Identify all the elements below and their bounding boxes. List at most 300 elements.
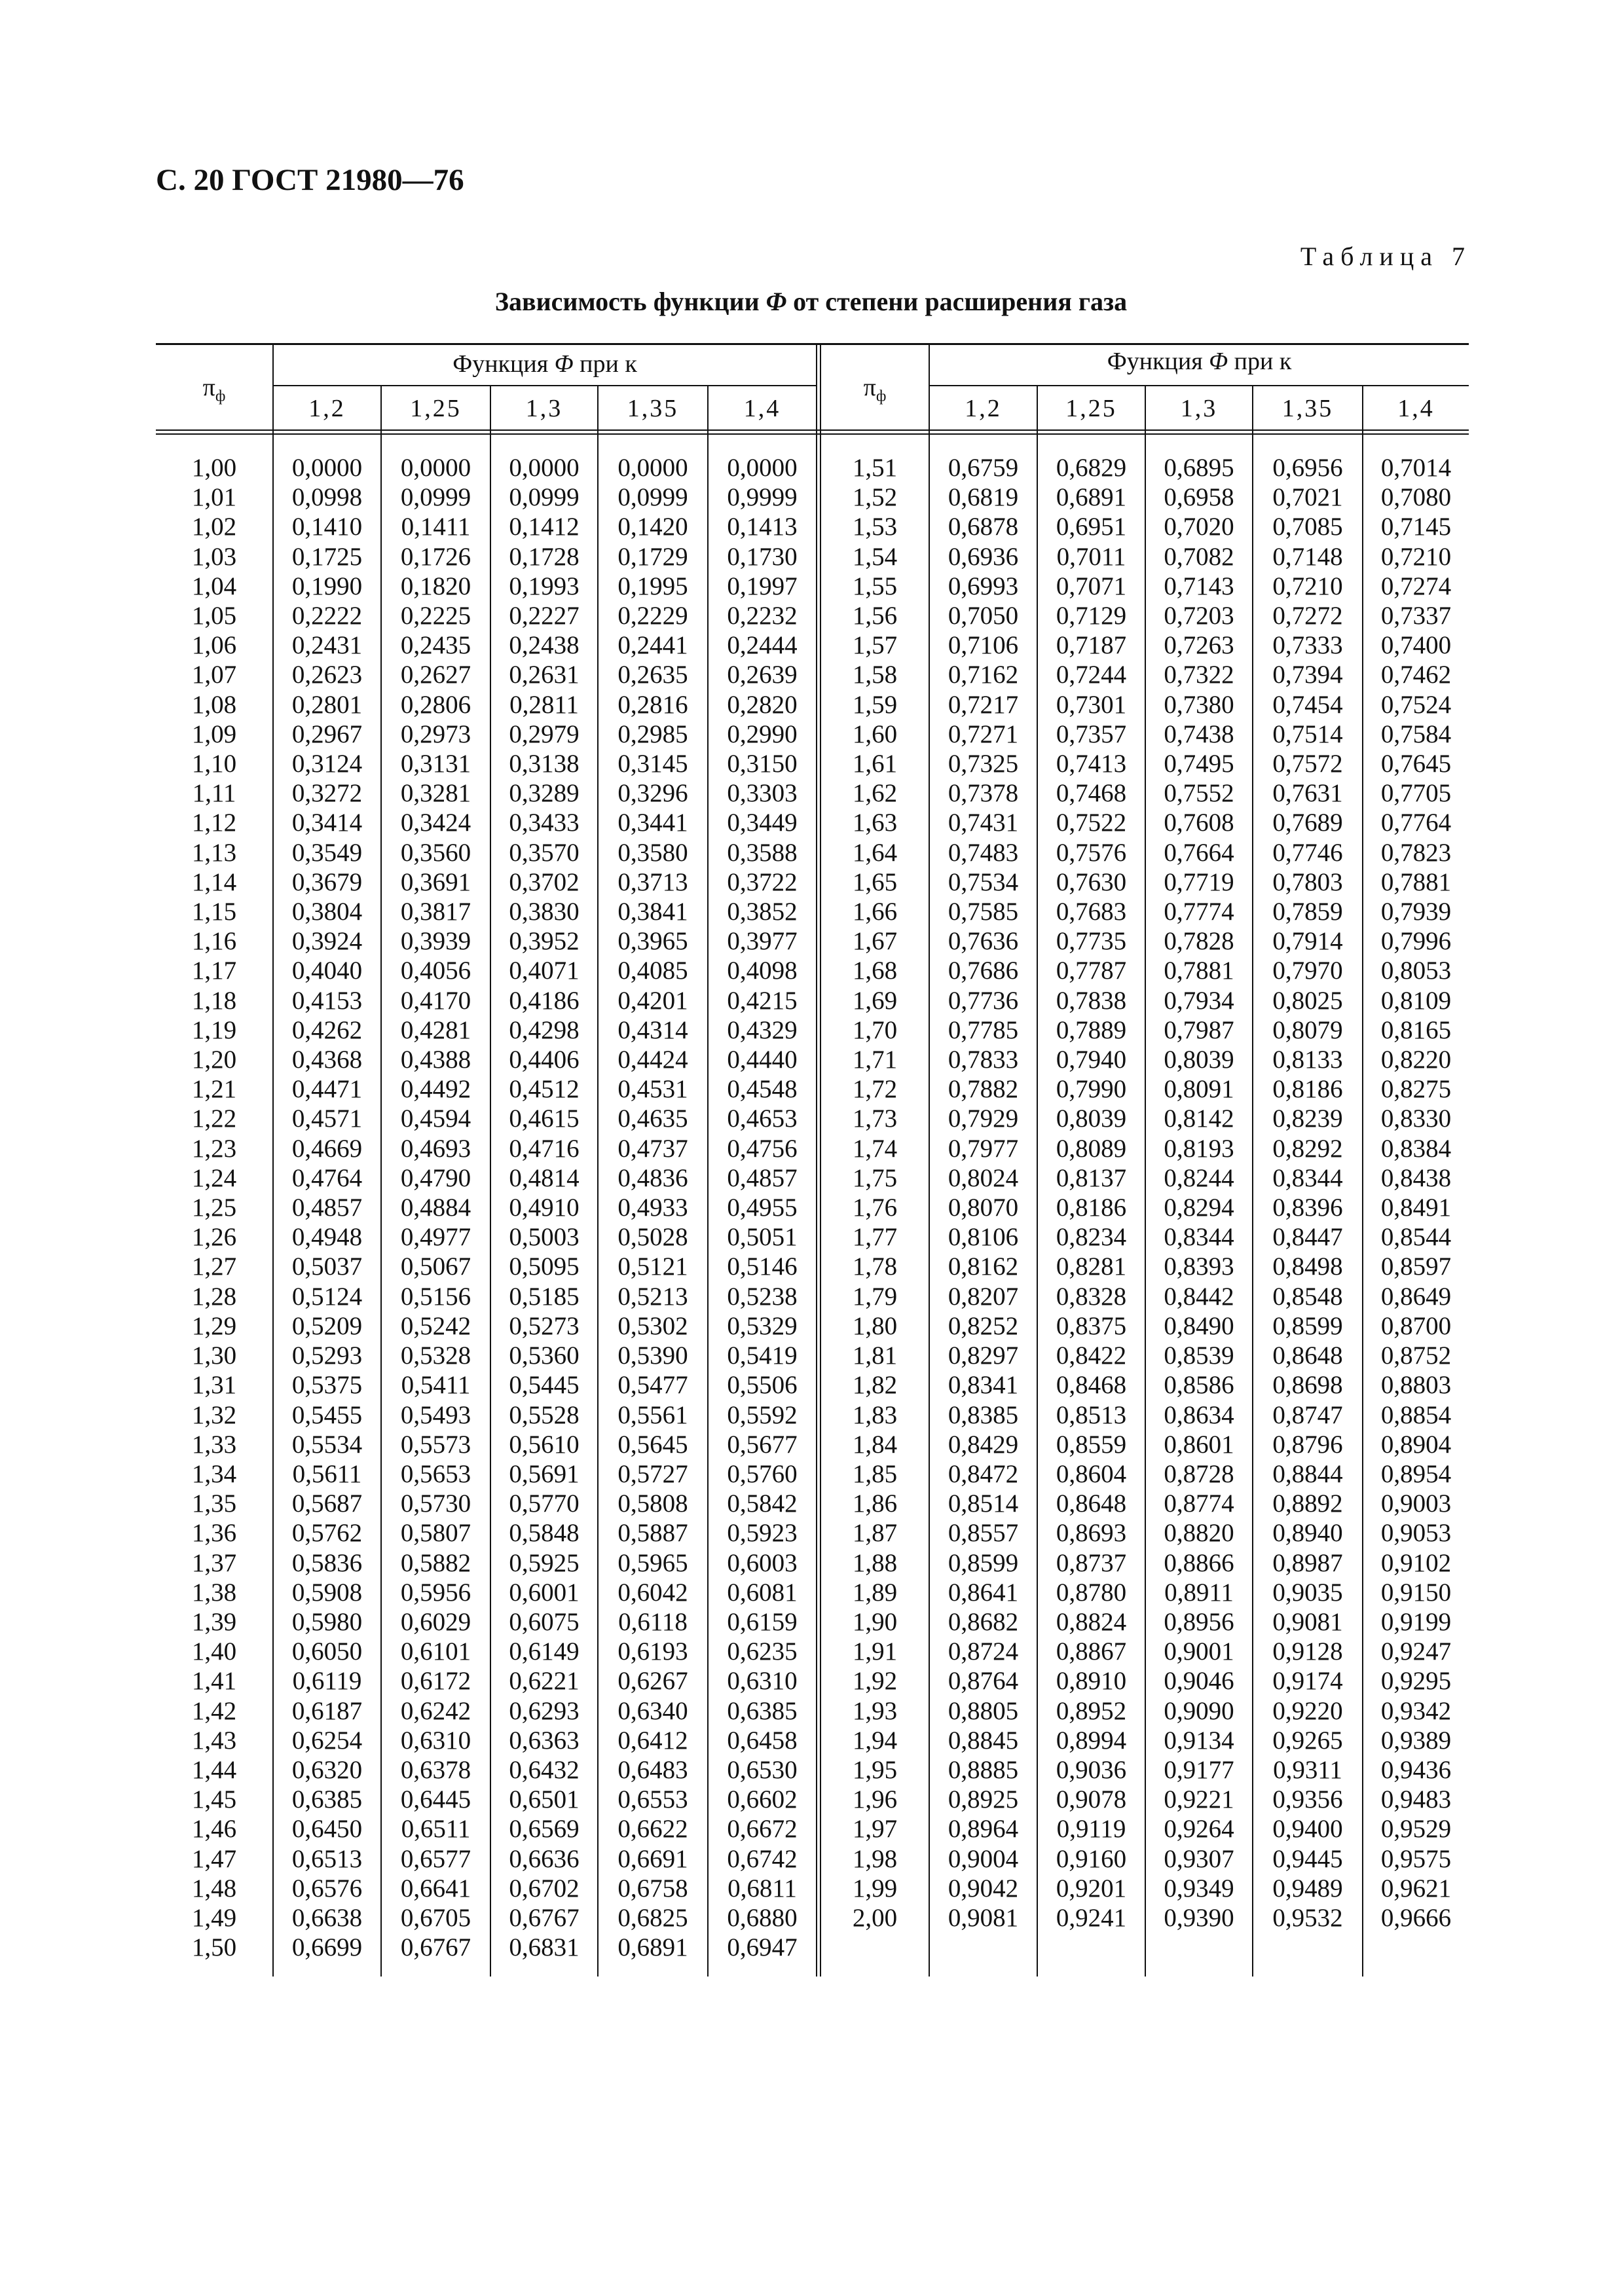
- table-cell: 0,9102: [1380, 1548, 1452, 1577]
- table-cell: 0,6569: [509, 1815, 580, 1844]
- table-cell: 0,8142: [1164, 1104, 1234, 1133]
- table-cell: 1,07: [191, 661, 237, 689]
- table-cell: 0,6254: [291, 1726, 363, 1755]
- table-cell: 0,8106: [948, 1223, 1019, 1252]
- table-cell: 0,6320: [291, 1755, 363, 1784]
- table-cell: 0,7996: [1380, 927, 1452, 956]
- table-cell: 0,6811: [728, 1874, 797, 1903]
- table-cell: 0,7011: [1056, 542, 1126, 571]
- table-cell: 0,9174: [1272, 1667, 1343, 1696]
- table-cell: 0,8599: [948, 1548, 1019, 1577]
- table-cell: 0,9201: [1056, 1874, 1127, 1903]
- phi-column-left-k1-35: [599, 453, 707, 1962]
- table-cell: 0,8987: [1272, 1548, 1343, 1577]
- function-header-left: [274, 350, 816, 378]
- table-cell: 0,9004: [948, 1844, 1019, 1873]
- table-cell: 0,3952: [509, 927, 580, 956]
- table-cell: 0,2635: [617, 661, 688, 689]
- table-cell: 0,2811: [509, 690, 579, 719]
- table-cell: 1,63: [852, 809, 898, 837]
- table-cell: 0,6050: [291, 1637, 363, 1666]
- table-cell: 1,84: [852, 1430, 898, 1459]
- table-cell: 0,3965: [617, 927, 688, 956]
- table-cell: 1,46: [191, 1815, 237, 1844]
- table-cell: 1,33: [191, 1430, 237, 1459]
- table-cell: 0,4186: [509, 986, 580, 1015]
- table-cell: 0,8422: [1056, 1341, 1127, 1370]
- table-cell: 0,9356: [1272, 1785, 1343, 1814]
- table-cell: 1,15: [191, 898, 237, 926]
- table-cell: 0,7014: [1380, 454, 1452, 482]
- table-cell: 0,5293: [291, 1341, 363, 1370]
- table-cell: 0,4955: [727, 1194, 798, 1222]
- table-cell: 0,8820: [1164, 1519, 1234, 1548]
- table-cell: 0,7719: [1164, 867, 1234, 896]
- table-cell: 0,5329: [727, 1311, 798, 1340]
- table-cell: 0,6385: [291, 1785, 363, 1814]
- table-cell: 0,4716: [509, 1134, 580, 1163]
- table-cell: 0,4406: [509, 1046, 580, 1074]
- table-cell: 0,4790: [400, 1163, 471, 1192]
- table-cell: 0,1729: [617, 542, 688, 571]
- table-cell: 0,8186: [1272, 1075, 1343, 1104]
- table-cell: 1,35: [191, 1489, 237, 1518]
- table-cell: 0,6310: [727, 1667, 798, 1696]
- table-cell: 0,8641: [948, 1578, 1019, 1607]
- table-cell: 0,5445: [509, 1371, 580, 1400]
- table-cell: 0,4948: [291, 1223, 363, 1252]
- table-cell: 0,6385: [727, 1696, 798, 1725]
- table-cell: 0,1410: [291, 513, 363, 541]
- table-cell: 0,6187: [291, 1696, 363, 1725]
- table-cell: 0,5506: [727, 1371, 798, 1400]
- table-number: Таблица 7: [1300, 242, 1471, 271]
- table-cell: 1,06: [191, 631, 237, 660]
- table-cell: 0,3281: [400, 779, 471, 808]
- table-cell: 0,7263: [1164, 631, 1234, 660]
- table-cell: 2,00: [852, 1903, 898, 1932]
- left-subheader-rule: [274, 385, 817, 386]
- table-cell: 1,49: [191, 1903, 237, 1932]
- table-cell: 1,77: [852, 1223, 898, 1252]
- table-cell: 0,0998: [291, 483, 363, 512]
- table-cell: 0,6641: [400, 1874, 471, 1903]
- table-cell: 0,5185: [509, 1282, 580, 1311]
- table-cell: 0,8234: [1056, 1223, 1127, 1252]
- table-cell: 0,4368: [291, 1046, 363, 1074]
- table-cell: 0,3138: [509, 750, 580, 778]
- pi-header-left: [156, 373, 272, 406]
- table-title-before: Зависимость функции: [494, 287, 760, 316]
- table-cell: 0,0000: [727, 454, 798, 482]
- table-cell: 0,8442: [1164, 1282, 1234, 1311]
- table-cell: 0,4910: [509, 1194, 580, 1222]
- table-cell: 0,9221: [1164, 1785, 1234, 1814]
- table-cell: 0,8186: [1056, 1194, 1127, 1222]
- table-cell: 0,7664: [1164, 838, 1234, 867]
- table-cell: 0,7244: [1056, 661, 1127, 689]
- table-cell: 0,2227: [509, 602, 580, 630]
- table-cell: 0,7970: [1272, 957, 1343, 985]
- table-cell: 0,6672: [727, 1815, 798, 1844]
- table-cell: 0,9295: [1380, 1667, 1452, 1696]
- table-cell: 0,6895: [1164, 454, 1234, 482]
- table-cell: 1,10: [191, 750, 237, 778]
- table-cell: 0,8648: [1272, 1341, 1343, 1370]
- table-cell: 0,9489: [1272, 1874, 1343, 1903]
- table-cell: 0,8375: [1056, 1311, 1127, 1340]
- table-cell: 0,7705: [1380, 779, 1452, 808]
- table-cell: 0,5887: [617, 1519, 688, 1548]
- table-cell: 0,5242: [400, 1311, 471, 1340]
- table-cell: 1,08: [191, 690, 237, 719]
- table-cell: 0,3977: [727, 927, 798, 956]
- table-cell: 0,2222: [291, 602, 363, 630]
- table-cell: 0,5238: [727, 1282, 798, 1311]
- table-cell: 1,02: [191, 513, 237, 541]
- table-cell: 0,8728: [1164, 1459, 1234, 1488]
- table-cell: 0,7572: [1272, 750, 1343, 778]
- table-cell: 0,8548: [1272, 1282, 1343, 1311]
- table-cell: 0,8514: [948, 1489, 1019, 1518]
- table-cell: 1,54: [852, 542, 898, 571]
- table-cell: 0,7929: [948, 1104, 1019, 1133]
- table-cell: 0,4571: [291, 1104, 363, 1133]
- table-cell: 0,8468: [1056, 1371, 1127, 1400]
- table-cell: 0,7859: [1272, 898, 1343, 926]
- table-cell: 0,8220: [1380, 1046, 1452, 1074]
- pi-column-right: [821, 453, 929, 1933]
- table-cell: 0,8925: [948, 1785, 1019, 1814]
- table-cell: 0,6638: [291, 1903, 363, 1932]
- table-cell: 0,6951: [1056, 513, 1127, 541]
- table-cell: 0,7914: [1272, 927, 1343, 956]
- table-cell: 0,4531: [617, 1075, 688, 1104]
- table-cell: 0,7438: [1164, 720, 1234, 748]
- table-cell: 0,7495: [1164, 750, 1234, 778]
- table-cell: 0,5611: [292, 1459, 362, 1488]
- table-cell: 1,31: [191, 1371, 237, 1400]
- header-bottom-rule-2: [156, 433, 1469, 435]
- table-cell: 0,8344: [1164, 1223, 1234, 1252]
- table-cell: 0,5037: [291, 1252, 363, 1281]
- block-divider: [816, 343, 817, 1977]
- table-cell: 0,5730: [400, 1489, 471, 1518]
- table-cell: 0,2806: [400, 690, 471, 719]
- table-cell: 0,6501: [509, 1785, 580, 1814]
- table-cell: 0,5328: [400, 1341, 471, 1370]
- table-cell: 0,9046: [1164, 1667, 1234, 1696]
- table-cell: 0,6767: [400, 1933, 471, 1962]
- function-header-right: [930, 347, 1469, 376]
- table-cell: 0,7838: [1056, 986, 1127, 1015]
- table-cell: 0,7833: [948, 1046, 1019, 1074]
- table-cell: 1,71: [852, 1046, 898, 1074]
- table-cell: 0,1997: [727, 572, 798, 600]
- table-cell: 0,8328: [1056, 1282, 1127, 1311]
- table-cell: 0,8904: [1380, 1430, 1452, 1459]
- phi-column-right-k1-25: [1038, 453, 1145, 1933]
- table-cell: 0,8803: [1380, 1371, 1452, 1400]
- table-cell: 0,7333: [1272, 631, 1343, 660]
- table-cell: 0,8079: [1272, 1015, 1343, 1044]
- table-cell: 0,6081: [727, 1578, 798, 1607]
- table-cell: 1,62: [852, 779, 898, 808]
- table-cell: 0,3303: [727, 779, 798, 808]
- table-cell: 0,7746: [1272, 838, 1343, 867]
- table-cell: 0,9003: [1380, 1489, 1452, 1518]
- pi-subscript: ф: [876, 388, 887, 405]
- table-cell: 0,8698: [1272, 1371, 1343, 1400]
- table-cell: 1,37: [191, 1548, 237, 1577]
- table-cell: 0,7394: [1272, 661, 1343, 689]
- table-cell: 0,6602: [727, 1785, 798, 1814]
- table-cell: 0,4388: [400, 1046, 471, 1074]
- phi-column-left-k1-3: [491, 453, 597, 1962]
- table-cell: 0,9160: [1056, 1844, 1127, 1873]
- table-cell: 0,4693: [400, 1134, 471, 1163]
- table-cell: 0,4153: [291, 986, 363, 1015]
- table-cell: 1,89: [852, 1578, 898, 1607]
- table-cell: 0,7378: [948, 779, 1019, 808]
- table-cell: 0,8557: [948, 1519, 1019, 1548]
- table-cell: 0,1725: [291, 542, 363, 571]
- table-cell: 1,17: [191, 957, 237, 985]
- table-cell: 0,5213: [617, 1282, 688, 1311]
- table-cell: 0,8867: [1056, 1637, 1127, 1666]
- table-cell: 0,4884: [400, 1194, 471, 1222]
- table-cell: 0,9390: [1164, 1903, 1234, 1932]
- table-cell: 0,8039: [1164, 1046, 1234, 1074]
- table-cell: 1,42: [191, 1696, 237, 1725]
- table-cell: 0,7939: [1380, 898, 1452, 926]
- table-cell: 0,4298: [509, 1015, 580, 1044]
- table-cell: 1,81: [852, 1341, 898, 1370]
- table-cell: 0,9445: [1272, 1844, 1343, 1873]
- table-cell: 0,8281: [1056, 1252, 1127, 1281]
- table-cell: 1,14: [191, 867, 237, 896]
- table-cell: 0,9053: [1380, 1519, 1452, 1548]
- table-cell: 0,1995: [617, 572, 688, 600]
- table-cell: 0,5925: [509, 1548, 580, 1577]
- table-cell: 1,44: [191, 1755, 237, 1784]
- table-cell: 0,4424: [617, 1046, 688, 1074]
- table-cell: 0,7337: [1380, 602, 1452, 630]
- table-cell: 0,9307: [1164, 1844, 1234, 1873]
- table-cell: 0,8597: [1380, 1252, 1452, 1281]
- pi-symbol: π: [202, 374, 215, 401]
- table-cell: 0,6553: [617, 1785, 688, 1814]
- table-cell: 0,6829: [1056, 454, 1127, 482]
- pi-symbol: π: [863, 374, 876, 401]
- table-cell: 0,5561: [617, 1400, 688, 1429]
- table-cell: 0,9311: [1273, 1755, 1342, 1784]
- table-cell: 1,85: [852, 1459, 898, 1488]
- table-cell: 0,4040: [291, 957, 363, 985]
- table-cell: 0,8239: [1272, 1104, 1343, 1133]
- table-cell: 0,6483: [617, 1755, 688, 1784]
- table-cell: 0,6691: [617, 1844, 688, 1873]
- table-cell: 0,2225: [400, 602, 471, 630]
- table-cell: 0,9999: [727, 483, 798, 512]
- table-cell: 0,8393: [1164, 1252, 1234, 1281]
- table-cell: 0,8780: [1056, 1578, 1127, 1607]
- table-cell: 0,6340: [617, 1696, 688, 1725]
- table-cell: 0,8648: [1056, 1489, 1127, 1518]
- table-cell: 1,61: [852, 750, 898, 778]
- table-cell: 0,5375: [291, 1371, 363, 1400]
- table-cell: 1,11: [192, 779, 236, 808]
- table-cell: 0,8910: [1056, 1667, 1127, 1696]
- table-cell: 0,7071: [1056, 572, 1127, 600]
- table-cell: 0,4215: [727, 986, 798, 1015]
- table-cell: 0,7522: [1056, 809, 1127, 837]
- table-cell: 1,25: [191, 1194, 237, 1222]
- table-cell: 0,7576: [1056, 838, 1127, 867]
- table-cell: 0,7050: [948, 602, 1019, 630]
- k-header-right-4: 1,35: [1281, 395, 1334, 422]
- table-cell: 0,7085: [1272, 513, 1343, 541]
- table-cell: 0,4635: [617, 1104, 688, 1133]
- table-cell: 0,5146: [727, 1252, 798, 1281]
- table-cell: 0,9042: [948, 1874, 1019, 1903]
- header-bottom-rule: [156, 429, 1469, 431]
- table-cell: 1,00: [191, 454, 237, 482]
- table-cell: 0,8586: [1164, 1371, 1234, 1400]
- table-cell: 0,3150: [727, 750, 798, 778]
- table-cell: 0,7271: [948, 720, 1019, 748]
- table-cell: 0,7882: [948, 1075, 1019, 1104]
- table-cell: 0,8344: [1272, 1163, 1343, 1192]
- table-cell: 0,7803: [1272, 867, 1343, 896]
- table-cell: 0,7082: [1164, 542, 1234, 571]
- table-cell: 0,7686: [948, 957, 1019, 985]
- table-cell: 0,3804: [291, 898, 363, 926]
- table-cell: 1,72: [852, 1075, 898, 1104]
- table-cell: 0,5419: [727, 1341, 798, 1370]
- table-cell: 0,8994: [1056, 1726, 1127, 1755]
- table-cell: 0,7736: [948, 986, 1019, 1015]
- table-cell: 0,8964: [948, 1815, 1019, 1844]
- table-cell: 0,5477: [617, 1371, 688, 1400]
- table-cell: 1,34: [191, 1459, 237, 1488]
- table-cell: 0,0999: [400, 483, 471, 512]
- table-cell: 0,3289: [509, 779, 580, 808]
- table-cell: 1,52: [852, 483, 898, 512]
- table-cell: 0,8109: [1380, 986, 1452, 1015]
- table-cell: 0,4170: [400, 986, 471, 1015]
- table-cell: 0,8700: [1380, 1311, 1452, 1340]
- table-cell: 0,8137: [1056, 1163, 1127, 1192]
- table-cell: 0,7021: [1272, 483, 1343, 512]
- table-cell: 0,4836: [617, 1163, 688, 1192]
- table-cell: 0,8682: [948, 1607, 1019, 1636]
- table-cell: 0,9035: [1272, 1578, 1343, 1607]
- table-cell: 0,8292: [1272, 1134, 1343, 1163]
- table-cell: 0,6891: [1056, 483, 1127, 512]
- table-cell: 0,6576: [291, 1874, 363, 1903]
- table-cell: 0,5882: [400, 1548, 471, 1577]
- table-cell: 0,6267: [617, 1667, 688, 1696]
- table-cell: 0,6458: [727, 1726, 798, 1755]
- table-cell: 0,2631: [509, 661, 580, 689]
- table-cell: 0,4492: [400, 1075, 471, 1104]
- table-cell: 0,7431: [948, 809, 1019, 837]
- table-cell: 0,7129: [1056, 602, 1127, 630]
- table-cell: 0,7524: [1380, 690, 1452, 719]
- table-cell: 0,7645: [1380, 750, 1452, 778]
- table-cell: 0,3441: [617, 809, 688, 837]
- table-cell: 0,4669: [291, 1134, 363, 1163]
- table-cell: 0,5691: [509, 1459, 580, 1488]
- table-cell: 0,9575: [1380, 1844, 1452, 1873]
- table-cell: 0,4085: [617, 957, 688, 985]
- table-cell: 0,7881: [1380, 867, 1452, 896]
- table-cell: 1,38: [191, 1578, 237, 1607]
- table-cell: 0,6699: [291, 1933, 363, 1962]
- table-cell: 0,5124: [291, 1282, 363, 1311]
- table-cell: 0,2623: [291, 661, 363, 689]
- table-cell: 0,4594: [400, 1104, 471, 1133]
- table-cell: 0,4056: [400, 957, 471, 985]
- table-cell: 0,8599: [1272, 1311, 1343, 1340]
- table-cell: 0,5848: [509, 1519, 580, 1548]
- k-header-left-2: 1,25: [410, 395, 462, 422]
- table-cell: 0,9128: [1272, 1637, 1343, 1666]
- table-cell: 0,7977: [948, 1134, 1019, 1163]
- table-cell: 0,2431: [291, 631, 363, 660]
- table-cell: 0,6293: [509, 1696, 580, 1725]
- table-cell: 0,9081: [1272, 1607, 1343, 1636]
- table-cell: 0,3414: [291, 809, 363, 837]
- table-cell: 0,8854: [1380, 1400, 1452, 1429]
- table-cell: 0,8604: [1056, 1459, 1127, 1488]
- table-cell: 1,59: [852, 690, 898, 719]
- table-cell: 0,4857: [291, 1194, 363, 1222]
- table-cell: 0,8513: [1056, 1400, 1127, 1429]
- table-cell: 0,8634: [1164, 1400, 1234, 1429]
- table-cell: 0,8544: [1380, 1223, 1452, 1252]
- table-cell: 0,8752: [1380, 1341, 1452, 1370]
- phi-column-left-k1-4: [709, 453, 816, 1962]
- table-cell: 0,8447: [1272, 1223, 1343, 1252]
- table-cell: 0,7483: [948, 838, 1019, 867]
- table-cell: 0,8165: [1380, 1015, 1452, 1044]
- table-cell: 0,2444: [727, 631, 798, 660]
- table-cell: 0,3924: [291, 927, 363, 956]
- table-cell: 0,5956: [400, 1578, 471, 1607]
- table-cell: 0,7636: [948, 927, 1019, 956]
- table-cell: 0,6878: [948, 513, 1019, 541]
- table-cell: 0,6001: [509, 1578, 580, 1607]
- function-label-symbol: Φ: [1209, 348, 1228, 375]
- table-cell: 0,7787: [1056, 957, 1127, 985]
- table-cell: 1,24: [191, 1163, 237, 1192]
- table-cell: 0,5610: [509, 1430, 580, 1459]
- table-cell: 0,5760: [727, 1459, 798, 1488]
- table-cell: 0,3433: [509, 809, 580, 837]
- table-cell: 1,12: [191, 809, 237, 837]
- k-header-left-1: 1,2: [308, 395, 346, 422]
- phi-column-right-k1-2: [930, 453, 1037, 1933]
- table-cell: 1,55: [852, 572, 898, 600]
- table-cell: 0,5808: [617, 1489, 688, 1518]
- table-cell: 0,5980: [291, 1607, 363, 1636]
- table-cell: 1,43: [191, 1726, 237, 1755]
- table-cell: 1,82: [852, 1371, 898, 1400]
- table-cell: 0,6742: [727, 1844, 798, 1873]
- table-cell: 0,5156: [400, 1282, 471, 1311]
